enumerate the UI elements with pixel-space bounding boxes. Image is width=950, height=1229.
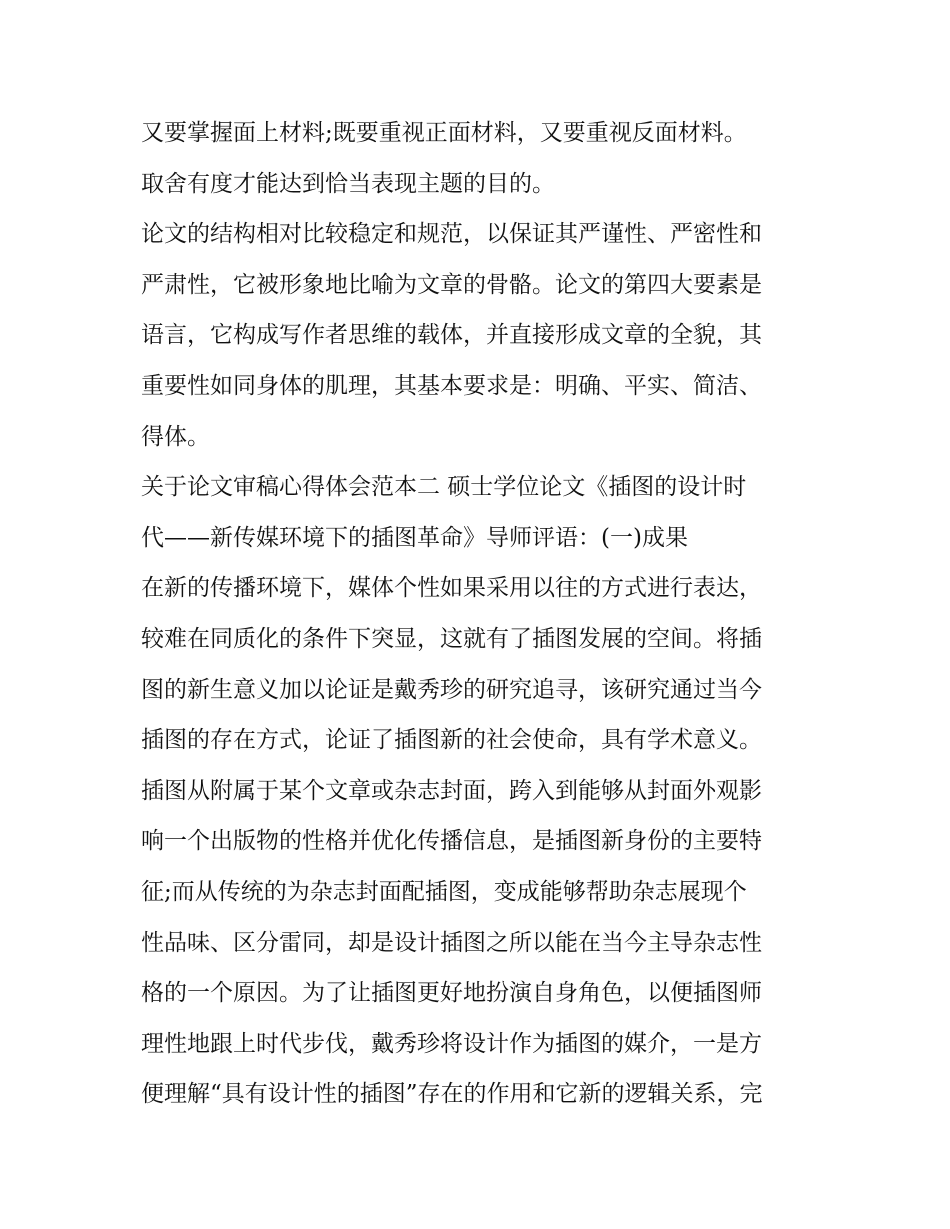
text-line: 严肃性，它被形象地比喻为文章的骨骼。论文的第四大要素是 (141, 271, 762, 298)
text-line: 重要性如同身体的肌理，其基本要求是：明确、平实、简洁、 (141, 372, 762, 399)
text-line: 图的新生意义加以论证是戴秀珍的研究追寻，该研究通过当今 (141, 676, 762, 703)
text-line: 格的一个原因。为了让插图更好地扮演自身角色，以便插图师 (141, 980, 762, 1007)
text-line: 征;而从传统的为杂志封面配插图，变成能够帮助杂志展现个 (141, 878, 747, 905)
text-line: 又要掌握面上材料;既要重视正面材料，又要重视反面材料。 (141, 120, 747, 146)
text-line: 便理解“具有设计性的插图”存在的作用和它新的逻辑关系，完 (141, 1081, 763, 1108)
text-line: 取舍有度才能达到恰当表现主题的目的。 (141, 170, 555, 197)
text-line: 较难在同质化的条件下突显，这就有了插图发展的空间。将插 (141, 625, 762, 652)
text-line: 得体。 (141, 423, 210, 450)
text-line: 关于论文审稿心得体会范本二 硕士学位论文《插图的设计时 (141, 474, 747, 501)
text-line: 插图从附属于某个文章或杂志封面，跨入到能够从封面外观影 (141, 777, 762, 804)
text-line: 理性地跟上时代步伐，戴秀珍将设计作为插图的媒介，一是方 (141, 1030, 762, 1057)
text-line: 论文的结构相对比较稳定和规范，以保证其严谨性、严密性和 (141, 221, 762, 248)
text-line: 在新的传播环境下，媒体个性如果采用以往的方式进行表达， (141, 575, 762, 602)
text-line: 性品味、区分雷同，却是设计插图之所以能在当今主导杂志性 (141, 929, 762, 956)
text-line: 语言，它构成写作者思维的载体，并直接形成文章的全貌，其 (141, 322, 762, 349)
text-line: 代——新传媒环境下的插图革命》导师评语：(一)成果 (141, 524, 688, 551)
body-text (141, 108, 821, 1120)
text-line: 响一个出版物的性格并优化传播信息，是插图新身份的主要特 (141, 828, 762, 855)
text-line: 插图的存在方式，论证了插图新的社会使命，具有学术意义。 (141, 727, 762, 754)
